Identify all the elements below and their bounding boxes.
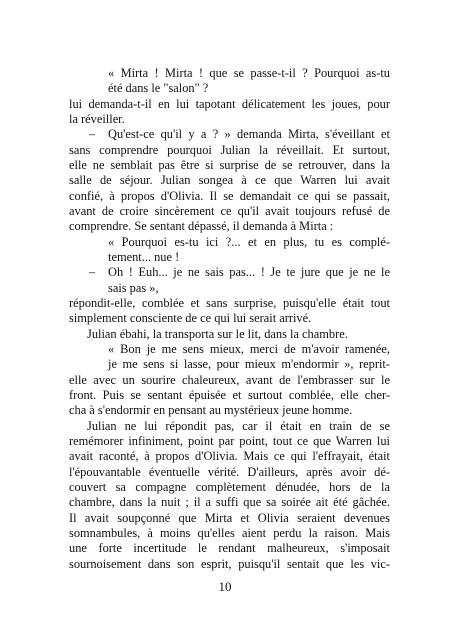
text-line: je me sens si lasse, pour mieux m'endormir », reprit- <box>108 357 390 372</box>
text-line: été dans le "salon" ? <box>108 81 209 96</box>
text-line: Oh ! Euh... je ne sais pas... ! Je te jure que je ne le <box>108 265 390 280</box>
text-line: couvert sa compagne complètement dénudée, hors de la <box>69 480 390 495</box>
text-line: tement... nue ! <box>108 250 180 265</box>
text-line: avant de croire sincèrement ce qu'il avait toujours refusé de <box>69 204 390 219</box>
text-line: confié, à propos d'Olivia. Il se demandait ce qui se passait, <box>69 188 390 203</box>
text-line: « Bon je me sens mieux, merci de m'avoir ramenée, <box>108 342 390 357</box>
text-line: Julian ne lui répondit pas, car il était en train de se <box>87 418 390 433</box>
text-line: chambre, dans la nuit ; il a suffi que sa soirée ait été gâchée. <box>69 495 390 510</box>
text-line: l'épouvantable éventuelle vérité. D'ailleurs, après avoir dé- <box>69 464 390 479</box>
text-line: cha à s'endormir en pensant au mystérieux jeune homme. <box>69 403 353 418</box>
text-line: Il avait soupçonné que Mirta et Olivia seraient devenues <box>69 510 390 525</box>
text-line: « Pourquoi es-tu ici ?... et en plus, tu es complé- <box>108 234 390 249</box>
text-line: lui demanda-t-il en lui tapotant délicatement les joues, pour <box>69 96 390 111</box>
text-line: sans comprendre pourquoi Julian la réveillait. Et surtout, <box>69 142 390 157</box>
text-line: salle de séjour. Julian songea à ce que Warren lui avait <box>69 173 390 188</box>
text-line: remémorer infiniment, point par point, tout ce que Warren lui <box>69 434 390 449</box>
text-line: Julian ébahi, la transporta sur le lit, dans la chambre. <box>87 326 348 341</box>
text-line: la réveiller. <box>69 112 125 126</box>
text-line: avait raconté, à propos d'Olivia. Mais ce qui l'effrayait, était <box>69 449 390 464</box>
text-line: somnambules, à moins qu'elles aient perdu la raison. Mais <box>69 526 390 541</box>
dialogue-dash: – <box>89 127 96 142</box>
dialogue-dash: – <box>89 265 96 280</box>
text-line: elle ne semblait pas être si surprise de se retrouver, dans la <box>69 158 390 173</box>
text-line: elle avec un sourire chaleureux, avant de l'embrasser sur le <box>69 372 390 387</box>
text-line: front. Puis se sentant épuisée et surtout comblée, elle cher- <box>69 388 390 403</box>
text-line: simplement consciente de ce qui lui serait arrivé. <box>69 311 312 326</box>
text-line: répondit-elle, comblée et sans surprise, puisqu'elle était tout <box>69 296 390 311</box>
page-number: 10 <box>218 579 232 594</box>
text-line: « Mirta ! Mirta ! que se passe-t-il ? Pourquoi as-tu <box>108 66 390 80</box>
text-line: sais pas », <box>108 280 159 295</box>
text-line: Qu'est-ce qu'il y a ? » demanda Mirta, s'éveillant et <box>108 127 390 142</box>
text-line: une forte incertitude le rendant malheureux, s'imposait <box>69 541 390 556</box>
text-line: comprendre. Se sentant dépassé, il demanda à Mirta : <box>69 219 334 234</box>
text-line: sournoisement dans son esprit, puisqu'il sentait que les vic- <box>69 556 390 571</box>
